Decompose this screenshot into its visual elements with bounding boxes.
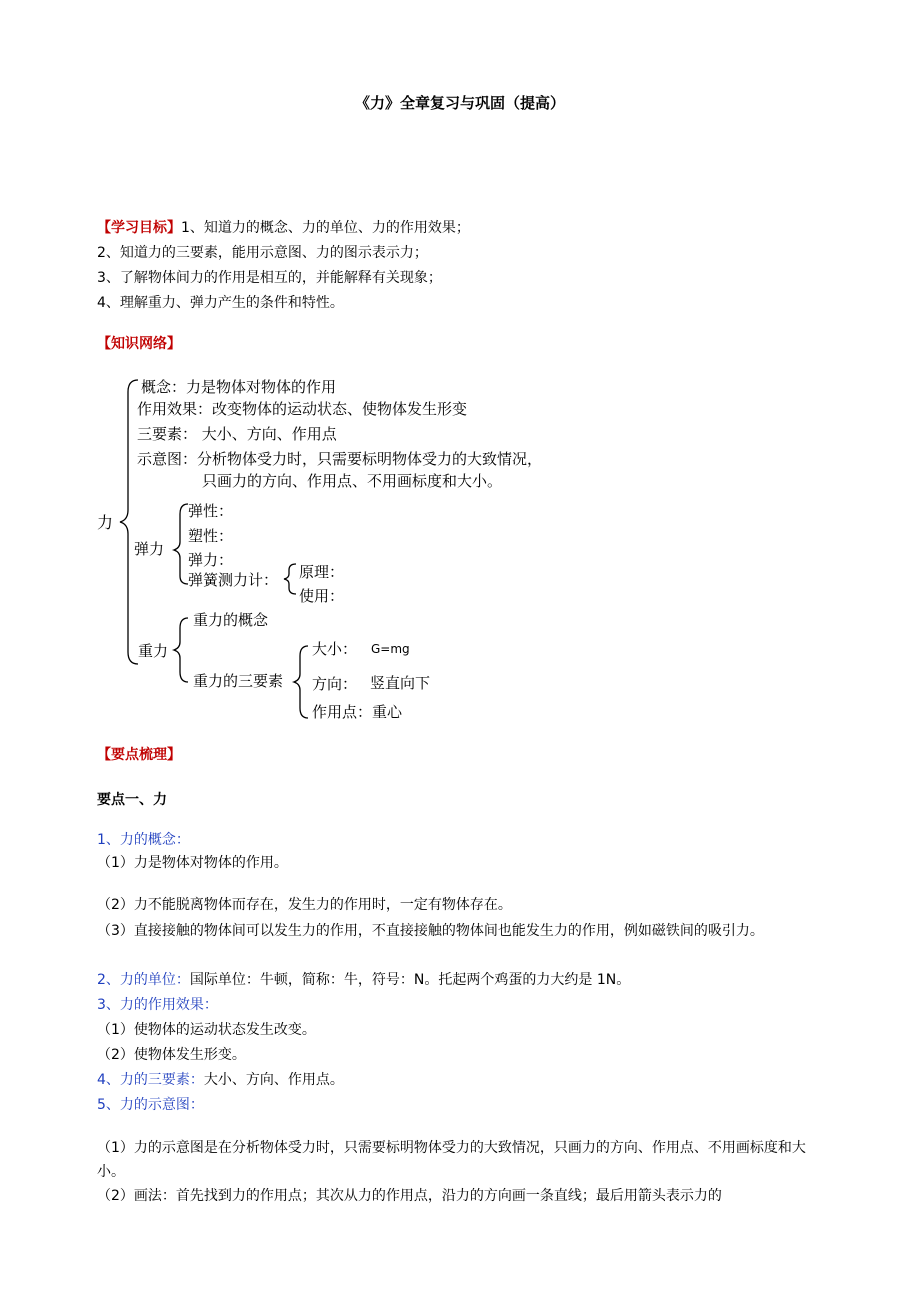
three-text: 大小、方向、作用点。 <box>203 1072 344 1088</box>
spring-brace <box>284 564 296 594</box>
keypoints-label: 【要点梳理】 <box>97 747 181 763</box>
three-heading: 4、力的三要素： <box>97 1072 204 1088</box>
direction-value: 竖直向下 <box>370 674 431 692</box>
gravity-concept-node: 重力的概念 <box>193 611 269 629</box>
objective-item-3: 3、了解物体间力的作用是相互的，并能解释有关现象； <box>97 270 442 286</box>
concept-item-2: （2）力不能脱离物体而存在，发生力的作用时，一定有物体存在。 <box>97 897 512 913</box>
diagram-item-2: （2）画法：首先找到力的作用点；其次从力的作用点，沿力的方向画一条直线；最后用箭头表示力的 <box>97 1188 722 1204</box>
objective-item-1: 1、知道力的概念、力的单位、力的作用效果； <box>181 220 470 236</box>
elastic-brace <box>174 504 188 584</box>
principle-node: 原理： <box>299 563 345 581</box>
three-elements-line <box>97 1070 344 1090</box>
direction-label: 方向： <box>312 675 358 693</box>
section-heading: 要点一、力 <box>97 792 167 808</box>
concept-item-1: （1）力是物体对物体的作用。 <box>97 855 288 871</box>
concept-line: 概念：力是物体对物体的作用 <box>141 378 337 396</box>
three-elements-line: 三要素： 大小、方向、作用点 <box>137 425 337 443</box>
spring-scale-node: 弹簧测力计： <box>188 571 279 589</box>
elastic-node: 弹力 <box>134 540 165 558</box>
concept-item-3: （3）直接接触的物体间可以发生力的作用，不直接接触的物体间也能发生力的作用，例如磁铁间的吸引力。 <box>97 923 764 939</box>
root-node: 力 <box>97 513 114 532</box>
diagram-line-2: 只画力的方向、作用点、不用画标度和大小。 <box>202 472 503 490</box>
gravity-node: 重力 <box>138 642 169 660</box>
size-label: 大小： <box>312 640 358 658</box>
elasticity-node: 弹性： <box>188 502 234 520</box>
point-node: 作用点：重心 <box>312 703 403 721</box>
main-brace <box>120 380 138 664</box>
objective-line-1 <box>97 218 470 238</box>
usage-node: 使用： <box>299 587 345 605</box>
gravity-brace <box>174 618 188 682</box>
three-brace <box>294 646 308 718</box>
size-value: G=mg <box>371 642 410 656</box>
unit-text: 国际单位：牛顿，简称：牛，符号：N。托起两个鸡蛋的力大约是 1N。 <box>189 972 631 988</box>
gravity-three-node: 重力的三要素 <box>193 672 284 690</box>
effect-line: 作用效果：改变物体的运动状态、使物体发生形变 <box>137 400 468 418</box>
objectives-label: 【学习目标】 <box>97 220 181 236</box>
effect-item-2: （2）使物体发生形变。 <box>97 1047 246 1063</box>
effect-heading: 3、力的作用效果： <box>97 997 218 1013</box>
elastic-force-node: 弹力： <box>188 551 234 569</box>
diagram-line-1: 示意图：分析物体受力时，只需要标明物体受力的大致情况， <box>137 450 543 468</box>
objective-item-2: 2、知道力的三要素，能用示意图、力的图示表示力； <box>97 245 428 261</box>
concept-heading: 1、力的概念： <box>97 832 190 848</box>
network-label: 【知识网络】 <box>97 336 181 352</box>
unit-heading: 2、力的单位： <box>97 972 190 988</box>
objective-item-4: 4、理解重力、弹力产生的条件和特性。 <box>97 295 344 311</box>
knowledge-network-diagram <box>0 370 920 730</box>
unit-line <box>97 970 630 990</box>
page-title: 《力》全章复习与巩固（提高） <box>354 94 565 112</box>
diagram-item-1: （1）力的示意图是在分析物体受力时，只需要标明物体受力的大致情况，只画力的方向、作用点、不用画标度和大小。 <box>97 1140 806 1180</box>
effect-item-1: （1）使物体的运动状态发生改变。 <box>97 1022 316 1038</box>
diagram-heading: 5、力的示意图： <box>97 1097 204 1113</box>
plasticity-node: 塑性： <box>188 527 234 545</box>
